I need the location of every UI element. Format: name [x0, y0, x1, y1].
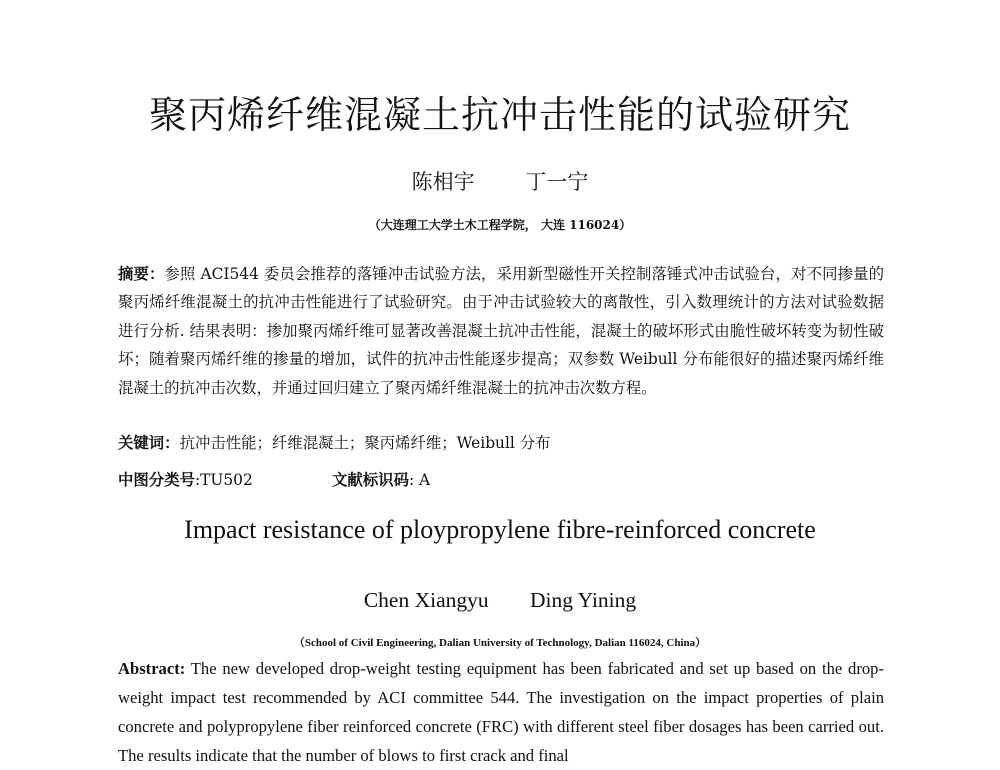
english-abstract-text: The new developed drop-weight testing equipment has been fabricated and set up based on the drop-weight impact test recommended by ACI committee 544. The investigation on the impact properties of plain concrete and polypropylene fiber reinforced concrete (FRC) with different steel fiber dosages has been carried out. The results indicate that the number of blows to first crack and final: [118, 659, 884, 765]
chinese-affiliation: （大连理工大学土木工程学院， 大连 116024）: [368, 218, 632, 232]
document-code-value: : A: [408, 471, 431, 489]
author-2-en: Ding Yining: [530, 588, 637, 612]
english-abstract: [118, 654, 884, 770]
english-abstract-label: Abstract:: [118, 659, 186, 678]
author-1-en: Chen Xiangyu: [363, 588, 489, 612]
author-2-cn: 丁一宁: [525, 170, 589, 194]
clc-number: [118, 471, 253, 489]
document-code: [332, 468, 430, 490]
english-title: Impact resistance of ploypropylene fibre-reinforced concrete: [184, 515, 816, 544]
chinese-keywords-label: 关键词：: [118, 434, 180, 452]
clc-value: :TU502: [194, 471, 253, 489]
chinese-keywords-text: 抗冲击性能；纤维混凝土；聚丙烯纤维；Weibull 分布: [179, 434, 551, 452]
english-affiliation: （School of Civil Engineering, Dalian University of Technology, Dalian 116024, China）: [293, 637, 707, 649]
chinese-keywords: [118, 431, 884, 453]
chinese-abstract-label: 摘要：: [118, 265, 165, 283]
author-1-cn: 陈相宇: [411, 170, 475, 194]
chinese-abstract: [118, 260, 884, 402]
chinese-abstract-text: 参照 ACI544 委员会推荐的落锤冲击试验方法，采用新型磁性开关控制落锤式冲击试验台，对不同掺量的聚丙烯纤维混凝土的抗冲击性能进行了试验研究。由于冲击试验较大的离散性，引入数理统计的方法对试验数据进行分析. 结果表明：掺加聚丙烯纤维可显著改善混凝土抗冲击性能，混凝土的破坏形式由脆性破坏转变为韧性破坏；随着聚丙烯纤维的掺量的增加，试件的抗冲击性能逐步提高；双参数 Weibull 分布能很好的描述聚丙烯纤维混凝土的抗冲击次数，并通过回归建立了聚丙烯纤维混凝土的抗冲击次数方程。: [118, 265, 884, 397]
clc-label: 中图分类号: [118, 471, 195, 489]
chinese-title: 聚丙烯纤维混凝土抗冲击性能的试验研究: [148, 93, 851, 137]
classification-line: [118, 468, 884, 490]
chinese-authors: [0, 166, 1000, 196]
document-code-label: 文献标识码: [332, 471, 409, 489]
english-authors: [0, 588, 1000, 613]
